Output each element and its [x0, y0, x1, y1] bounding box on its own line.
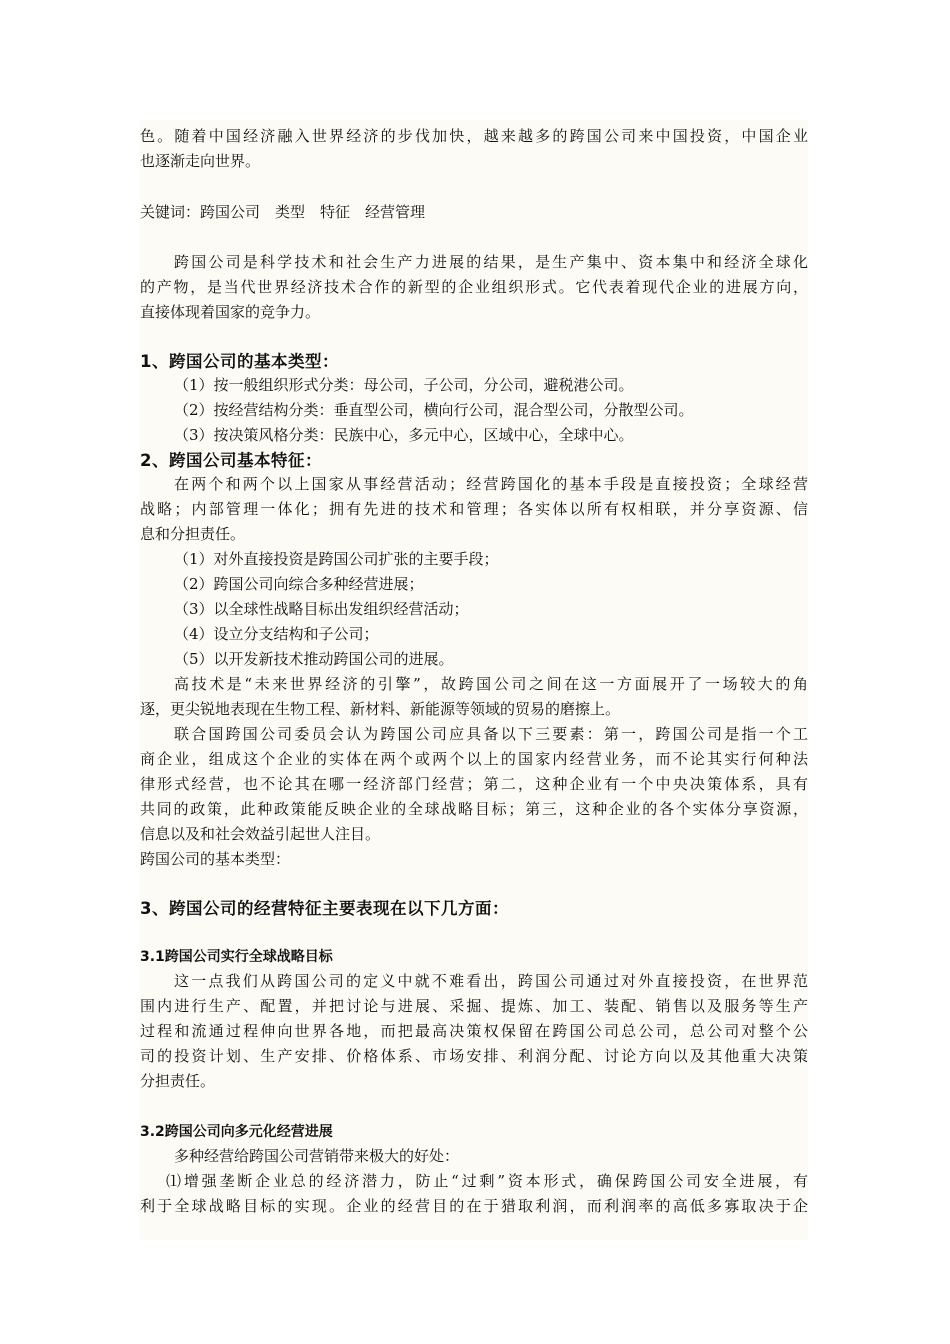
sec1-item-3: （3）按决策风格分类：民族中心，多元中心，区域中心，全球中心。 — [174, 426, 634, 444]
sec2-item-1: （1）对外直接投资是跨国公司扩张的主要手段； — [174, 550, 499, 568]
keywords: 关键词：跨国公司 类型 特征 经营管理 — [140, 203, 426, 221]
un-line-5: 信息以及和社会效益引起世人注目。 — [140, 825, 381, 843]
sec1-item-1: （1）按一般组织形式分类：母公司，子公司，分公司，避税港公司。 — [174, 376, 634, 394]
para1-line-1: 跨国公司是科学技术和社会生产力进展的结果，是生产集中、资本集中和经济全球化 — [174, 253, 808, 271]
s31-line-1: 这一点我们从跨国公司的定义中就不难看出，跨国公司通过对外直接投资，在世界范 — [174, 972, 808, 990]
s32-line-1: ⑴增强垄断企业总的经济潜力，防止“过剩”资本形式，确保跨国公司安全进展，有 — [166, 1172, 808, 1190]
section-2-heading: 2、跨国公司基本特征： — [140, 451, 322, 470]
sec2-para-line-1: 在两个和两个以上国家从事经营活动；经营跨国化的基本手段是直接投资；全球经营 — [174, 475, 808, 493]
document-body — [140, 120, 808, 1240]
types-line: 跨国公司的基本类型： — [140, 850, 291, 868]
para1-line-2: 的产物，是当代世界经济技术合作的新型的企业组织形式。它代表着现代企业的进展方向， — [140, 278, 808, 296]
s31-line-3: 过程和流通过程伸向世界各地，而把最高决策权保留在跨国公司总公司，总公司对整个公 — [140, 1022, 808, 1040]
un-line-2: 商企业，组成这个企业的实体在两个或两个以上的国家内经营业务，而不论其实行何种法 — [140, 750, 808, 768]
subsection-3-2-heading: 3.2跨国公司向多元化经营进展 — [140, 1124, 333, 1140]
s31-line-4: 司的投资计划、生产安排、价格体系、市场安排、利润分配、讨论方向以及其他重大决策 — [140, 1047, 808, 1065]
s31-line-2: 围内进行生产、配置，并把讨论与进展、采掘、提炼、加工、装配、销售以及服务等生产 — [140, 997, 808, 1015]
section-1-heading: 1、跨国公司的基本类型： — [140, 352, 339, 371]
sec2-para-line-3: 息和分担责任。 — [140, 525, 246, 543]
sec2-para-line-2: 战略；内部管理一体化；拥有先进的技术和管理；各实体以所有权相联，并分享资源、信 — [140, 500, 808, 518]
sec2-item-4: （4）设立分支结构和子公司； — [174, 625, 379, 643]
hightech-line-2: 逐，更尖锐地表现在生物工程、新材料、新能源等领域的贸易的磨擦上。 — [140, 700, 621, 718]
sec1-item-2: （2）按经营结构分类：垂直型公司，横向行公司，混合型公司，分散型公司。 — [174, 401, 694, 419]
sec2-item-3: （3）以全球性战略目标出发组织经营活动； — [174, 600, 469, 618]
hightech-line-1: 高技术是“未来世界经济的引擎”，故跨国公司之间在这一方面展开了一场较大的角 — [174, 675, 808, 693]
intro-line-2: 也逐渐走向世界。 — [140, 152, 261, 170]
un-line-4: 共同的政策，此种政策能反映企业的全球战略目标；第三，这种企业的各个实体分享资源， — [140, 800, 808, 818]
para1-line-3: 直接体现着国家的竞争力。 — [140, 303, 321, 321]
un-line-3: 律形式经营，也不论其在哪一经济部门经营；第二，这种企业有一个中央决策体系，具有 — [140, 775, 808, 793]
s31-line-5: 分担责任。 — [140, 1072, 216, 1090]
section-3-heading: 3、跨国公司的经营特征主要表现在以下几方面： — [140, 899, 509, 918]
subsection-3-1-heading: 3.1跨国公司实行全球战略目标 — [140, 949, 333, 965]
s32-lead: 多种经营给跨国公司营销带来极大的好处： — [174, 1147, 460, 1165]
sec2-item-2: （2）跨国公司向综合多种经营进展； — [174, 575, 424, 593]
un-line-1: 联合国跨国公司委员会认为跨国公司应具备以下三要素：第一，跨国公司是指一个工 — [174, 725, 808, 743]
intro-line-1: 色。随着中国经济融入世界经济的步伐加快，越来越多的跨国公司来中国投资，中国企业 — [140, 127, 808, 145]
s32-line-2: 利于全球战略目标的实现。企业的经营目的在于猎取利润，而利润率的高低多寡取决于企 — [140, 1197, 808, 1215]
sec2-item-5: （5）以开发新技术推动跨国公司的进展。 — [174, 650, 454, 668]
